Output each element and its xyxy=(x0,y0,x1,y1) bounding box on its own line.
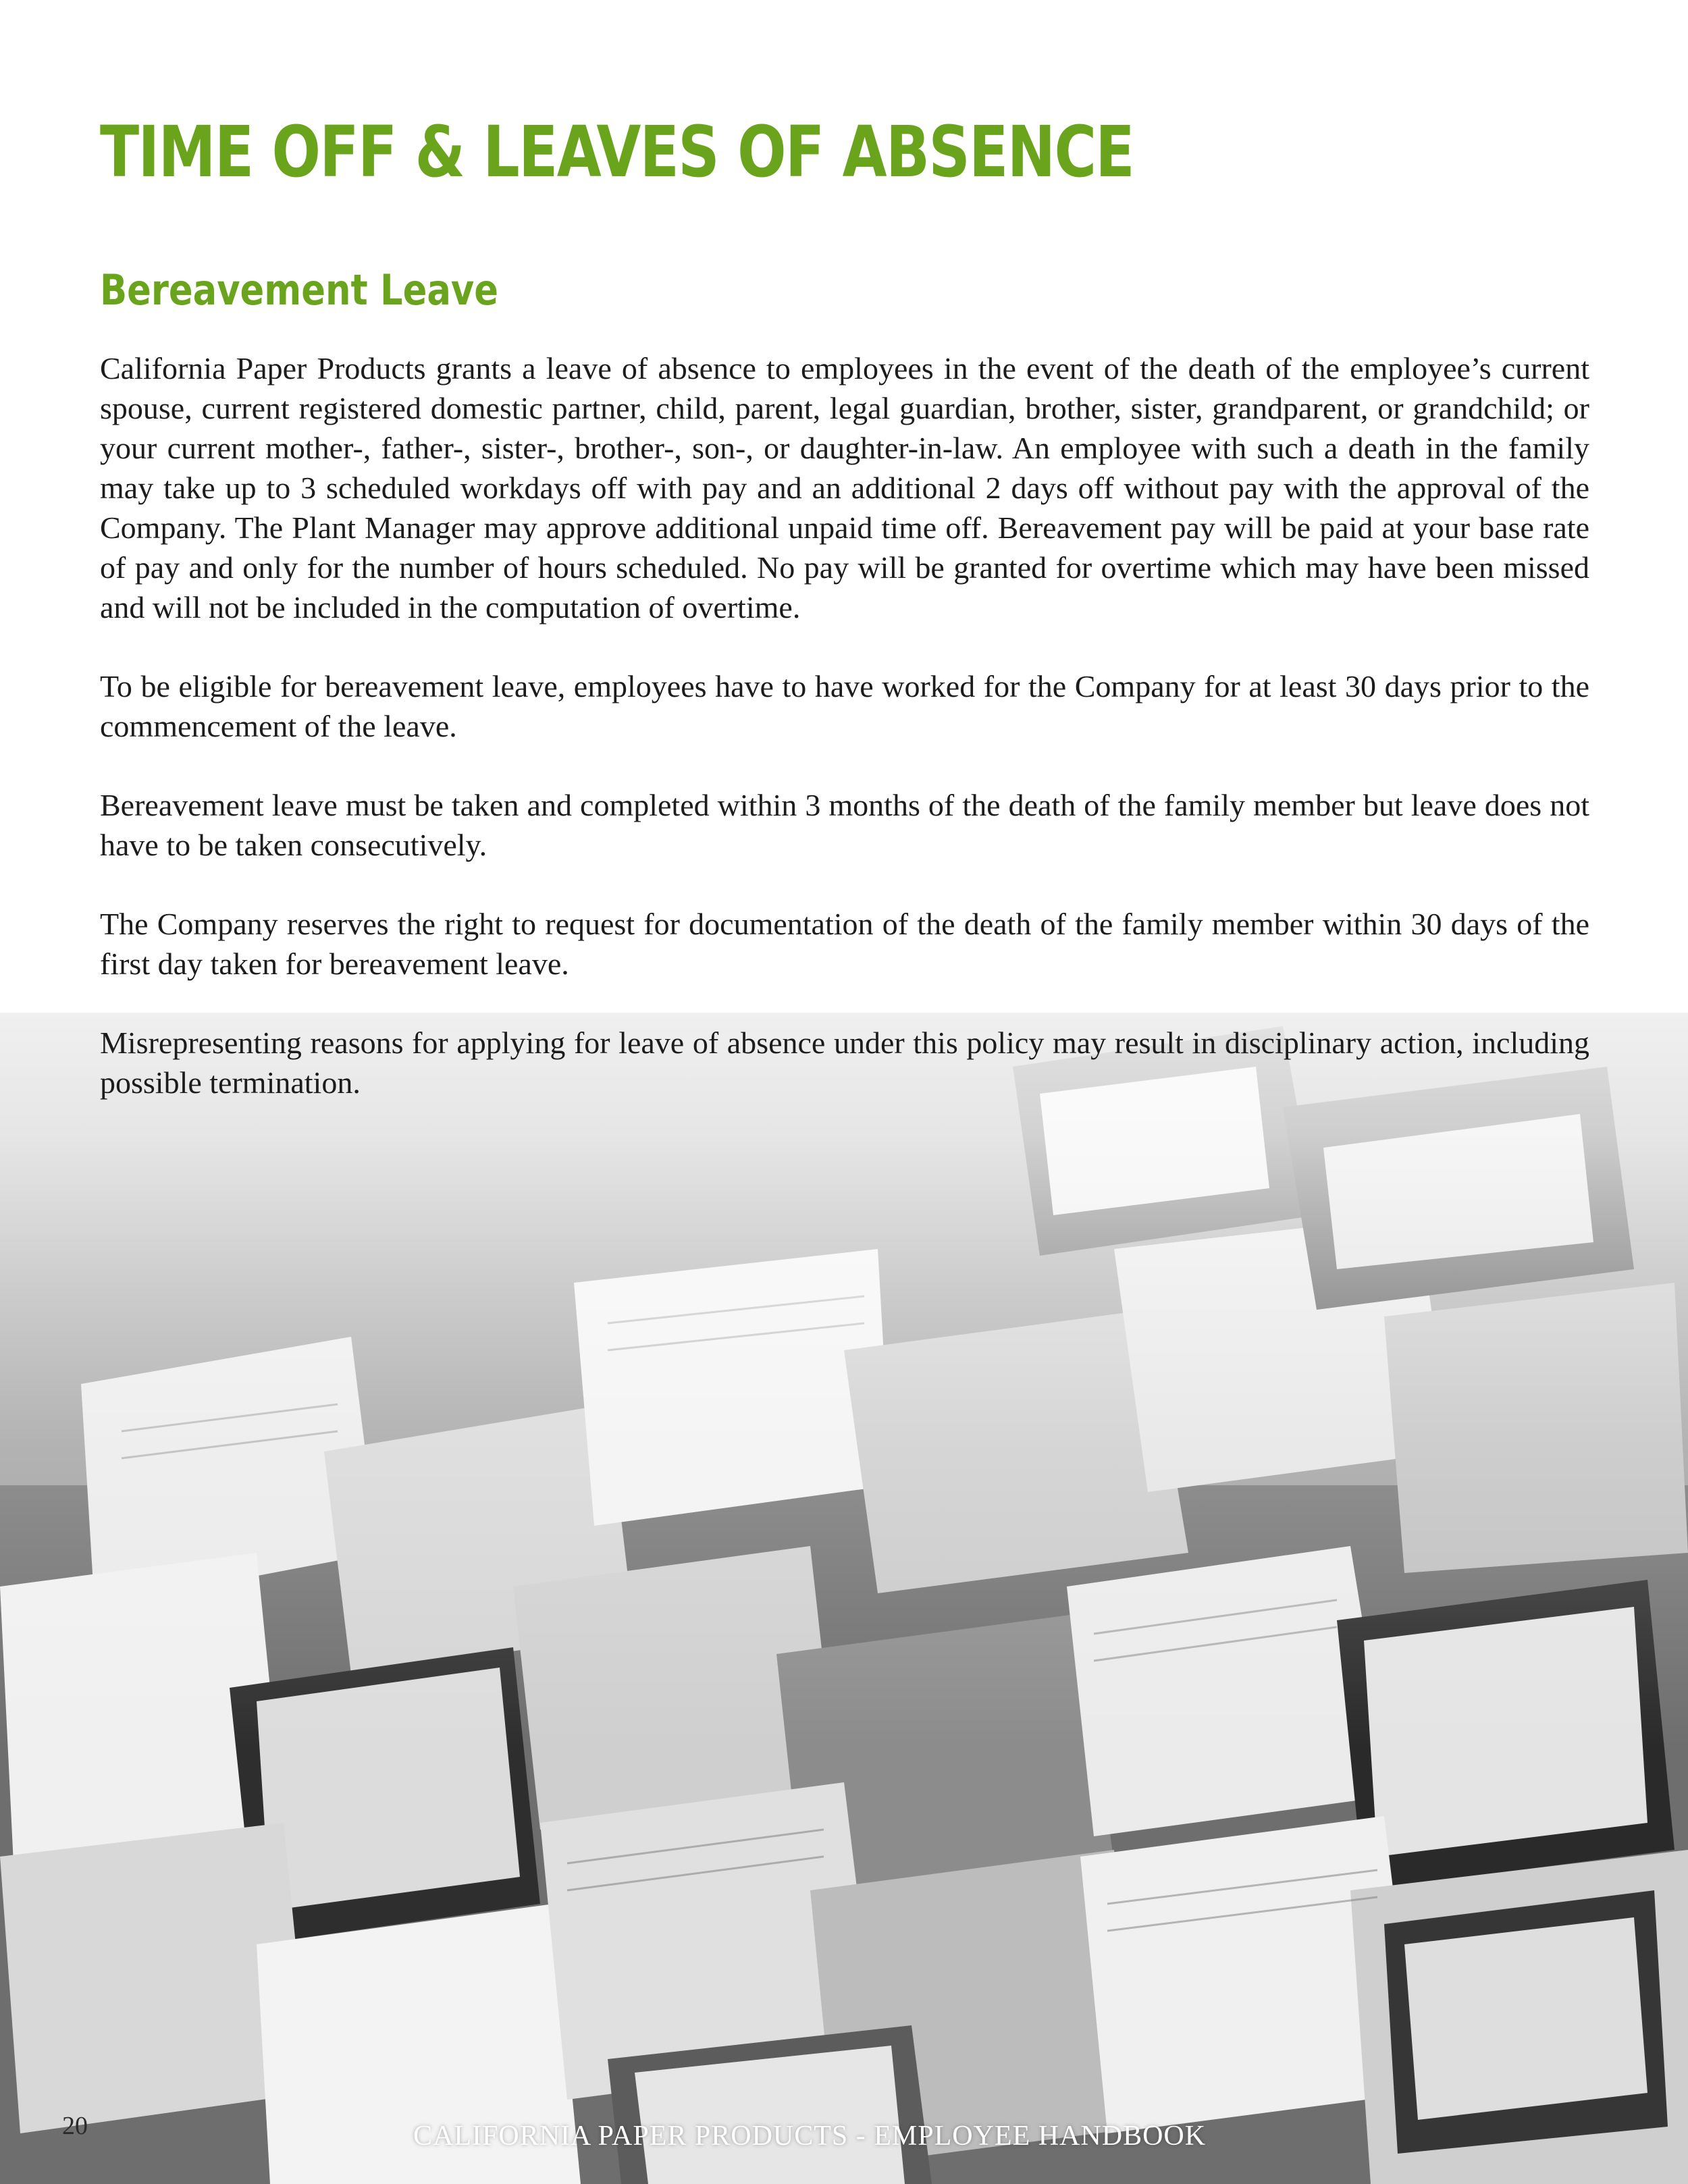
footer-text: CALIFORNIA PAPER PRODUCTS - EMPLOYEE HANDBOOK xyxy=(413,2121,1207,2152)
section-heading: Bereavement Leave xyxy=(100,265,498,315)
page-content xyxy=(100,108,1589,1142)
paragraph: California Paper Products grants a leave of absence to employees in the event of the death of the employee’s current spouse, current registered domestic partner, child, parent, legal guardian, brother, sister, grandparent, or grandchild; or your current mother-, father-, sister-, brother-, son-, or daughter-in-law. An employee with such a death in the family may take up to 3 scheduled workdays off with pay and an additional 2 days off without pay with the approval of the Company. The Plant Manager may approve additional unpaid time off. Bereavement pay will be paid at your base rate of pay and only for the number of hours scheduled. No pay will be granted for overtime which may have been missed and will not be included in the computation of overtime. xyxy=(100,351,1589,624)
paragraph: Bereavement leave must be taken and completed within 3 months of the death of the family member but leave does not have to be taken consecutively. xyxy=(100,788,1589,862)
paragraph: To be eligible for bereavement leave, employees have to have worked for the Company for at least 30 days prior to the commencement of the leave. xyxy=(100,669,1589,743)
paragraph: Misrepresenting reasons for applying for leave of absence under this policy may result in disciplinary action, including possible termination. xyxy=(100,1026,1589,1100)
page-number: 20 xyxy=(62,2112,88,2140)
paragraph: The Company reserves the right to request for documentation of the death of the family member within 30 days of the first day taken for bereavement leave. xyxy=(100,907,1589,981)
page-title: TIME OFF & LEAVES OF ABSENCE xyxy=(100,111,1134,193)
